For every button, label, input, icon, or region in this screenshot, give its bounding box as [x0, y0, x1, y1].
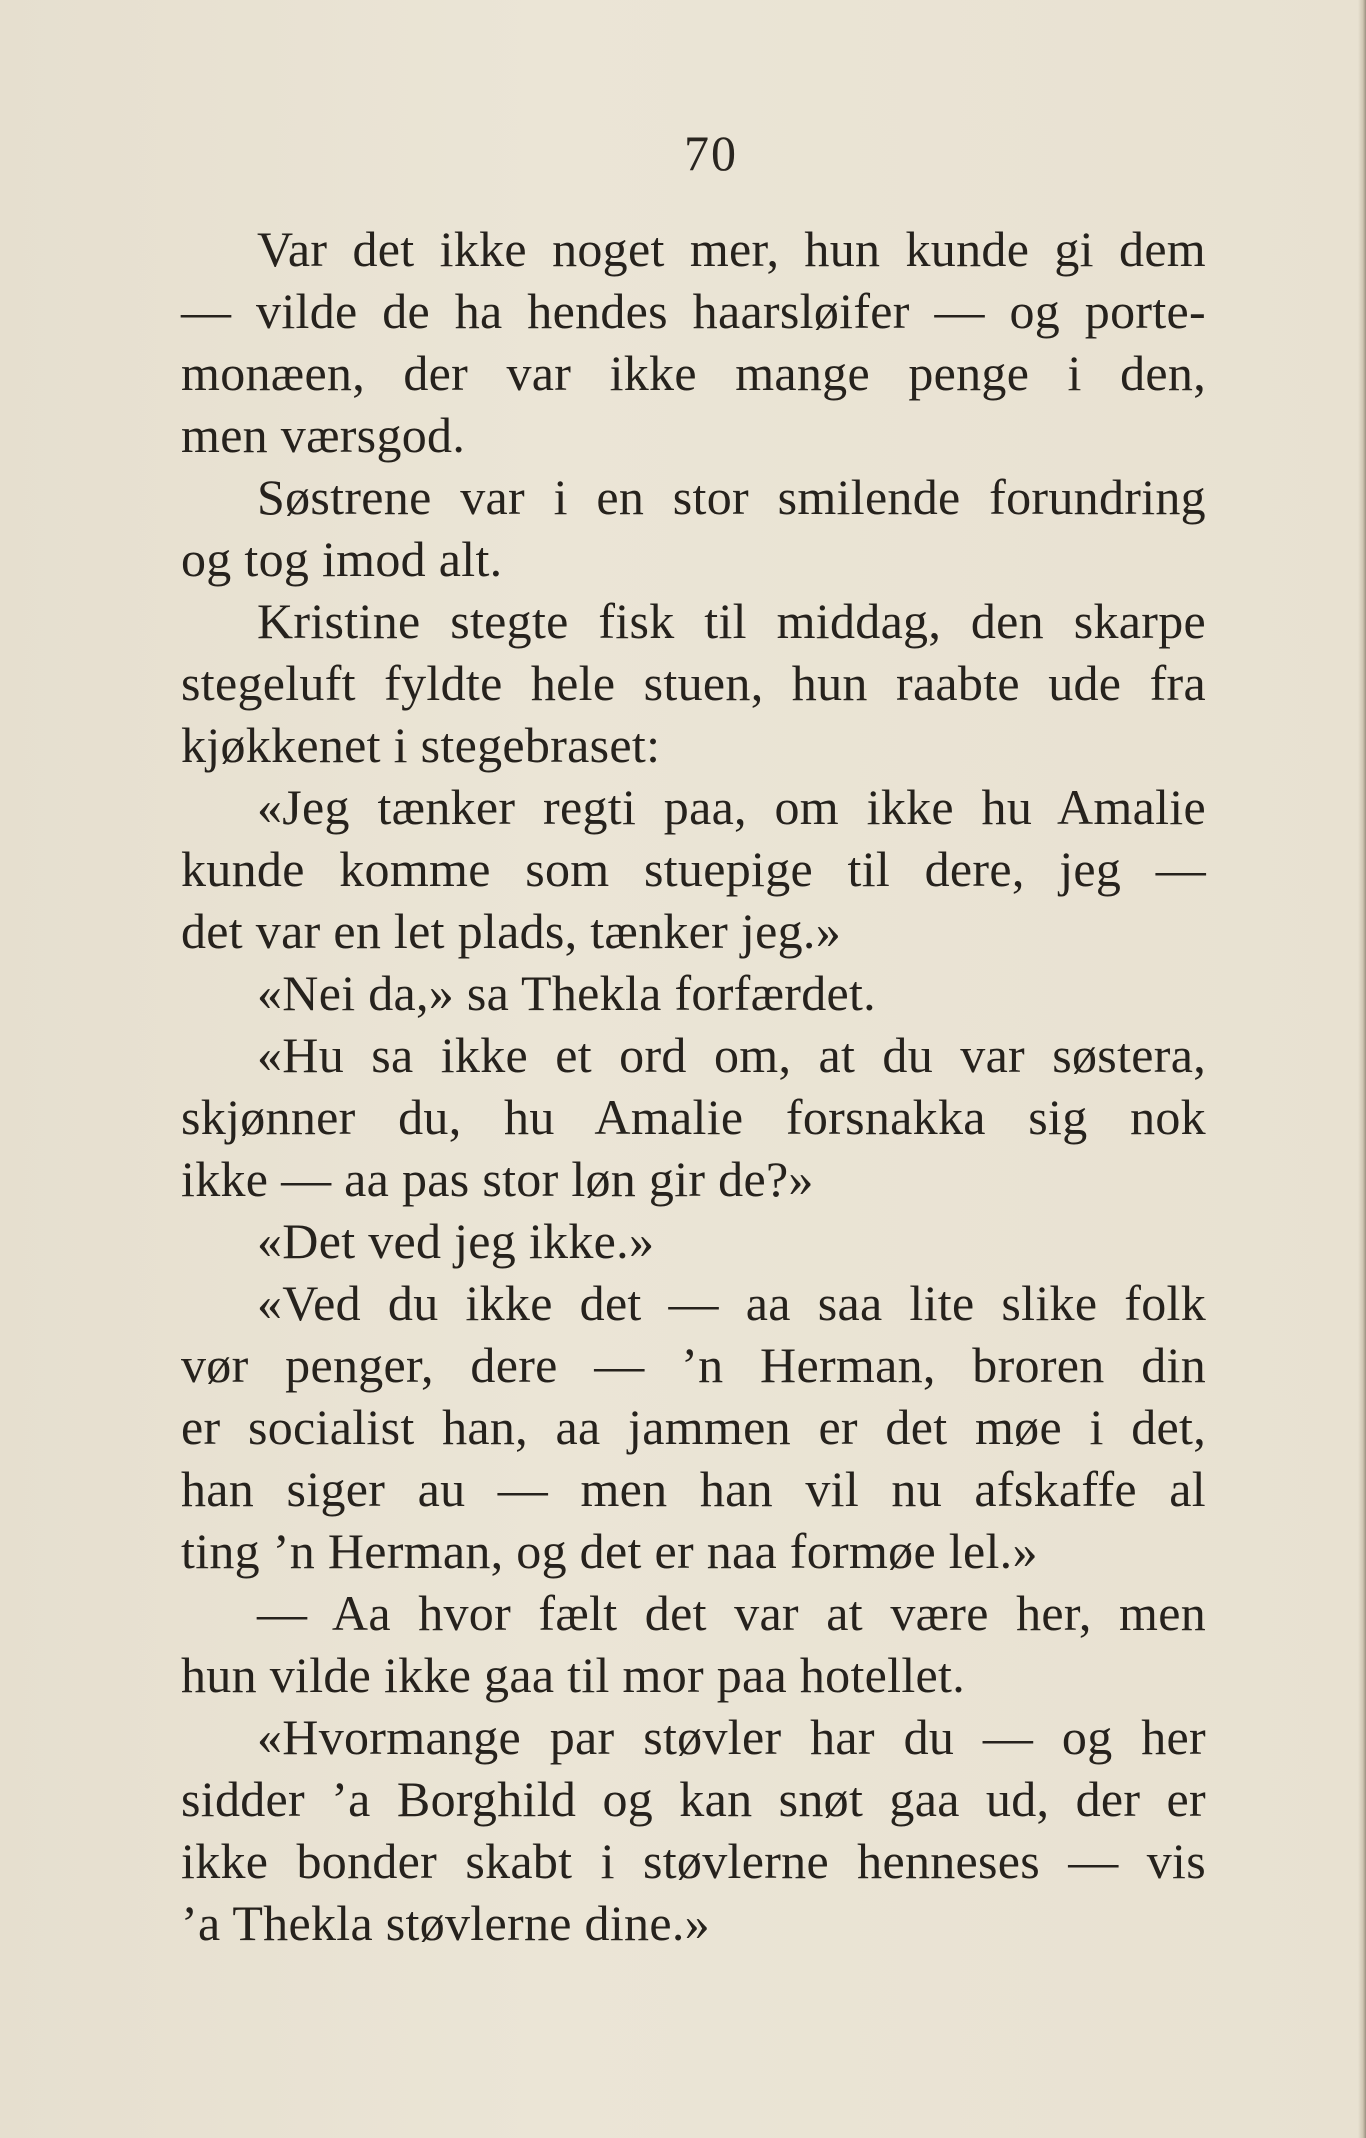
text-line: Søstrene var i en stor smilende forundring	[257, 469, 1206, 525]
text-line: kjøkkenet i stegebraset:	[181, 717, 661, 773]
text-line: Var det ikke noget mer, hun kunde gi dem	[257, 221, 1206, 277]
text-line: «Hvormange par støvler har du — og her	[257, 1709, 1206, 1765]
text-line: — Aa hvor fælt det var at være her, men	[257, 1585, 1206, 1641]
text-line: ikke — aa pas stor løn gir de?»	[181, 1151, 814, 1207]
text-line: ’a Thekla støvlerne dine.»	[181, 1895, 710, 1951]
text-line: «Jeg tænker regti paa, om ikke hu Amalie	[257, 779, 1206, 835]
text-line: sidder ’a Borghild og kan snøt gaa ud, der er	[181, 1771, 1206, 1827]
text-line: men værsgod.	[181, 407, 466, 463]
text-line: er socialist han, aa jammen er det møe i det,	[181, 1399, 1206, 1455]
page-number: 70	[684, 125, 738, 181]
text-line: vør penger, dere — ’n Herman, broren din	[181, 1337, 1206, 1393]
text-line: ikke bonder skabt i støvlerne henneses — vis	[181, 1833, 1206, 1889]
text-line: det var en let plads, tænker jeg.»	[181, 903, 842, 959]
text-line: ting ’n Herman, og det er naa formøe lel.»	[181, 1523, 1038, 1579]
text-line: hun vilde ikke gaa til mor paa hotellet.	[181, 1647, 965, 1703]
text-line: — vilde de ha hendes haarsløifer — og porte-	[181, 283, 1206, 339]
text-line: kunde komme som stuepige til dere, jeg —	[181, 841, 1206, 897]
page-edge	[1358, 0, 1366, 2138]
text-line: monæen, der var ikke mange penge i den,	[181, 345, 1206, 401]
text-line: stegeluft fyldte hele stuen, hun raabte ude fra	[181, 655, 1206, 711]
text-line: og tog imod alt.	[181, 531, 503, 587]
text-line: «Det ved jeg ikke.»	[257, 1213, 655, 1269]
body-text	[181, 218, 1206, 1954]
text-line: «Nei da,» sa Thekla forfærdet.	[257, 965, 876, 1021]
text-line: «Hu sa ikke et ord om, at du var søstera,	[257, 1027, 1206, 1083]
text-line: «Ved du ikke det — aa saa lite slike folk	[257, 1275, 1206, 1331]
text-line: han siger au — men han vil nu afskaffe al	[181, 1461, 1206, 1517]
text-line: Kristine stegte fisk til middag, den skarpe	[257, 593, 1206, 649]
text-line: skjønner du, hu Amalie forsnakka sig nok	[181, 1089, 1206, 1145]
